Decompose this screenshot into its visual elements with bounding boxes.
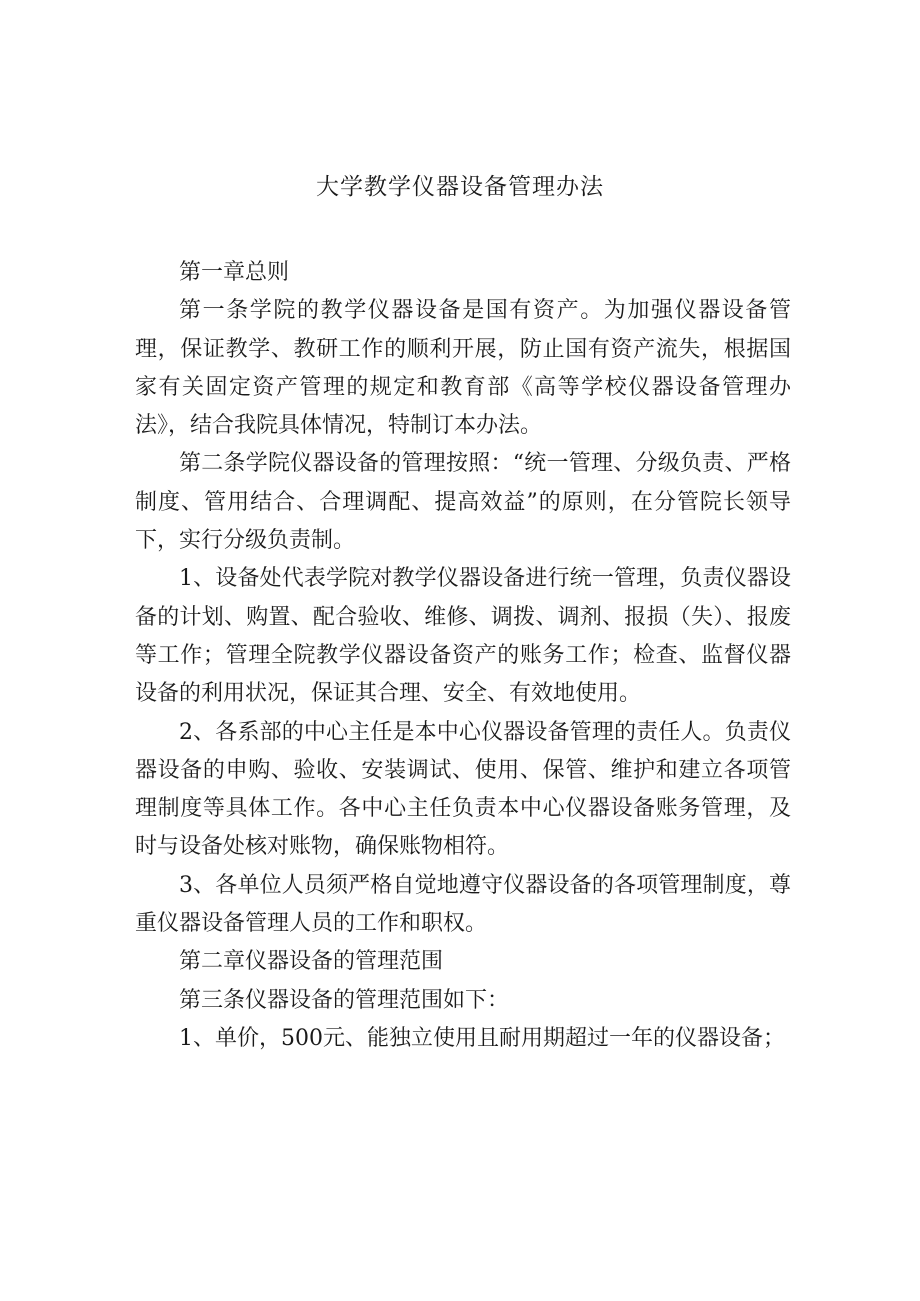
paragraph: 3、各单位人员须严格自觉地遵守仪器设备的各项管理制度，尊重仪器设备管理人员的工作和职权。 <box>135 872 791 937</box>
chapter-heading: 第二章仪器设备的管理范围 <box>179 949 444 975</box>
document-body <box>135 254 791 1058</box>
paragraph: 第一条学院的教学仪器设备是国有资产。为加强仪器设备管理，保证教学、教研工作的顺利开展，防止国有资产流失，根据国家有关固定资产管理的规定和教育部《高等学校仪器设备管理办法》，结合我院具体情况，特制订本办法。 <box>135 298 791 439</box>
paragraph: 第三条仪器设备的管理范围如下： <box>179 987 510 1013</box>
paragraph: 2、各系部的中心主任是本中心仪器设备管理的责任人。负责仪器设备的申购、验收、安装调试、使用、保管、维护和建立各项管理制度等具体工作。各中心主任负责本中心仪器设备账务管理，及时与设备处核对账物，确保账物相符。 <box>135 719 791 860</box>
paragraph: 1、设备处代表学院对教学仪器设备进行统一管理，负责仪器设备的计划、购置、配合验收、维修、调拨、调剂、报损（失）、报废等工作；管理全院教学仪器设备资产的账务工作；检查、监督仪器设备的利用状况，保证其合理、安全、有效地使用。 <box>135 566 791 707</box>
document-title: 大学教学仪器设备管理办法 <box>316 174 604 200</box>
paragraph: 1、单价，500元、能独立使用且耐用期超过一年的仪器设备； <box>179 1025 785 1051</box>
chapter-heading: 第一章总则 <box>179 260 290 285</box>
paragraph: 第二条学院仪器设备的管理按照：“统一管理、分级负责、严格制度、管用结合、合理调配、提高效益”的原则，在分管院长领导下，实行分级负责制。 <box>135 451 791 554</box>
